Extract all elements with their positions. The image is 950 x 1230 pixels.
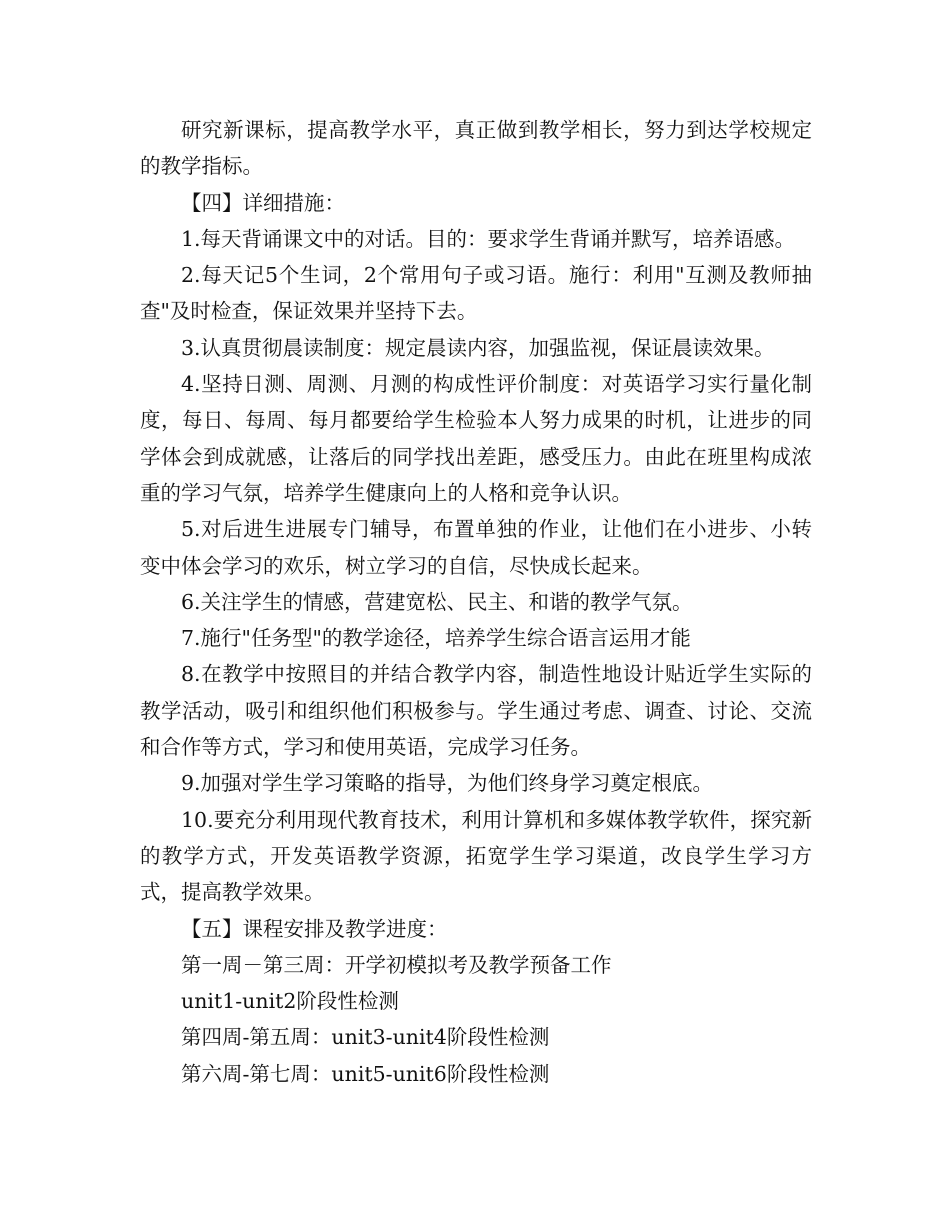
schedule-line-3: 第四周-第五周：unit3-unit4阶段性检测 [181, 1025, 550, 1050]
list-item-measure-4: 4.坚持日测、周测、月测的构成性评价制度：对英语学习实行量化制度，每日、每周、每月都要给学生检验本人努力成果的时机，让进步的同学体会到成就感，让落后的同学找出差距，感受压力。由此在班里构成浓重的学习气氛，培养学生健康向上的人格和竞争认识。 [140, 372, 812, 505]
schedule-line-1: 第一周－第三周：开学初模拟考及教学预备工作 [181, 952, 612, 977]
list-item-measure-6: 6.关注学生的情感，营建宽松、民主、和谐的教学气氛。 [181, 589, 693, 614]
section-heading-measures: 【四】详细措施： [181, 190, 345, 215]
paragraph-intro: 研究新课标，提高教学水平，真正做到教学相长，努力到达学校规定的教学指标。 [140, 118, 812, 179]
section-heading-schedule: 【五】课程安排及教学进度： [181, 916, 448, 941]
list-item-measure-1: 1.每天背诵课文中的对话。目的：要求学生背诵并默写，培养语感。 [181, 226, 796, 251]
list-item-measure-10: 10.要充分利用现代教育技术，利用计算机和多媒体教学软件，探究新的教学方式，开发英语教学资源，拓宽学生学习渠道，改良学生学习方式，提高教学效果。 [140, 807, 812, 905]
list-item-measure-8: 8.在教学中按照目的并结合教学内容，制造性地设计贴近学生实际的教学活动，吸引和组织他们积极参与。学生通过考虑、调查、讨论、交流和合作等方式，学习和使用英语，完成学习任务。 [140, 662, 812, 760]
list-item-measure-7: 7.施行"任务型"的教学途径，培养学生综合语言运用才能 [181, 626, 691, 651]
schedule-line-2: unit1-unit2阶段性检测 [181, 989, 399, 1014]
list-item-measure-9: 9.加强对学生学习策略的指导，为他们终身学习奠定根底。 [181, 771, 714, 796]
list-item-measure-5: 5.对后进生进展专门辅导，布置单独的作业，让他们在小进步、小转变中体会学习的欢乐，树立学习的自信，尽快成长起来。 [140, 517, 812, 578]
schedule-line-4: 第六周-第七周：unit5-unit6阶段性检测 [181, 1061, 550, 1086]
list-item-measure-3: 3.认真贯彻晨读制度：规定晨读内容，加强监视，保证晨读效果。 [181, 335, 775, 360]
list-item-measure-2: 2.每天记5个生词，2个常用句子或习语。施行：利用"互测及教师抽查"及时检查，保证效果并坚持下去。 [140, 263, 812, 324]
document-body [140, 112, 812, 1092]
